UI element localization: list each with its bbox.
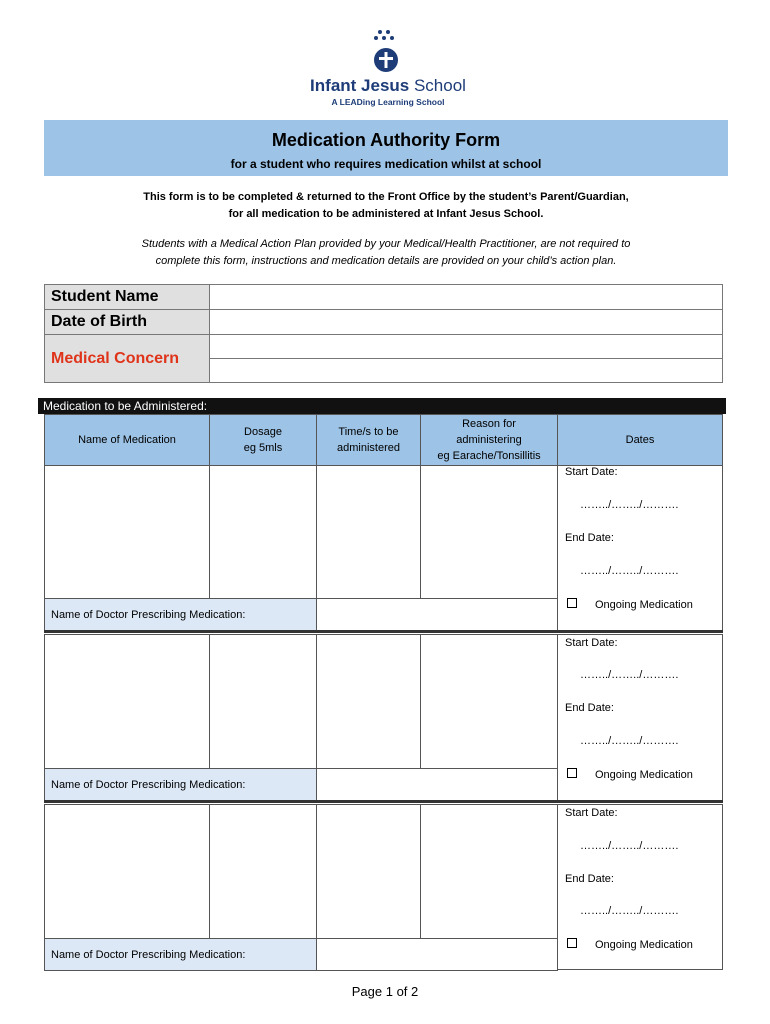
ongoing-checkbox[interactable] (567, 768, 577, 778)
ongoing-label: Ongoing Medication (595, 939, 693, 951)
times-field[interactable] (316, 634, 421, 769)
end-date-label: End Date: (565, 702, 614, 714)
reason-field[interactable] (420, 804, 558, 939)
school-logo (288, 28, 488, 108)
end-date-field[interactable]: ……../……../………. (580, 735, 679, 747)
medication-name-field[interactable] (44, 634, 210, 769)
school-name: Infant Jesus School (310, 76, 466, 95)
ongoing-checkbox[interactable] (567, 598, 577, 608)
col-header-reason: Reason for administering eg Earache/Tonsillitis (420, 414, 558, 466)
form-subtitle: for a student who requires medication whilst at school (230, 157, 542, 171)
end-date-field[interactable]: ……../……../………. (580, 905, 679, 917)
student-details-table (44, 284, 723, 383)
doctor-name-field[interactable] (316, 598, 558, 631)
medical-concern-field-1[interactable] (210, 335, 723, 359)
start-date-label: Start Date: (565, 637, 618, 649)
doctor-name-field[interactable] (316, 938, 558, 971)
dosage-field[interactable] (209, 634, 317, 769)
doctor-name-field[interactable] (316, 768, 558, 801)
col-header-times: Time/s to be administered (316, 414, 421, 466)
dob-label: Date of Birth (45, 310, 210, 335)
dosage-field[interactable] (209, 804, 317, 939)
action-plan-note: Students with a Medical Action Plan provided by your Medical/Health Practitioner, are not required to complete this form, instructions and medication details are provided on your child’s action plan. (141, 238, 631, 267)
student-name-field[interactable] (210, 285, 723, 310)
instructions: This form is to be completed & returned to the Front Office by the student’s Parent/Guardian, for all medication to be administered at Infant Jesus School. (143, 191, 629, 220)
col-header-name: Name of Medication (44, 414, 210, 466)
start-date-field[interactable]: ……../……../………. (580, 669, 679, 681)
end-date-label: End Date: (565, 873, 614, 885)
reason-field[interactable] (420, 465, 558, 599)
end-date-field[interactable]: ……../……../………. (580, 565, 679, 577)
doctor-label: Name of Doctor Prescribing Medication: (44, 938, 317, 971)
start-date-field[interactable]: ……../……../………. (580, 840, 679, 852)
times-field[interactable] (316, 804, 421, 939)
end-date-label: End Date: (565, 532, 614, 544)
medication-name-field[interactable] (44, 465, 210, 599)
ongoing-label: Ongoing Medication (595, 599, 693, 611)
col-header-dosage: Dosage eg 5mls (209, 414, 317, 466)
start-date-field[interactable]: ……../……../………. (580, 499, 679, 511)
ongoing-label: Ongoing Medication (595, 769, 693, 781)
dob-field[interactable] (210, 310, 723, 335)
start-date-label: Start Date: (565, 466, 618, 478)
title-band (44, 120, 728, 176)
reason-field[interactable] (420, 634, 558, 769)
block-divider (44, 630, 723, 633)
ongoing-checkbox[interactable] (567, 938, 577, 948)
medical-concern-label: Medical Concern (45, 335, 210, 383)
page-number: Page 1 of 2 (351, 984, 419, 999)
school-crest-icon (366, 28, 406, 80)
dosage-field[interactable] (209, 465, 317, 599)
times-field[interactable] (316, 465, 421, 599)
student-name-label: Student Name (45, 285, 210, 310)
school-tagline: A LEADing Learning School (331, 97, 445, 107)
form-title: Medication Authority Form (271, 130, 501, 150)
start-date-label: Start Date: (565, 807, 618, 819)
medication-name-field[interactable] (44, 804, 210, 939)
medication-section-header: Medication to be Administered: (38, 398, 726, 414)
medical-concern-field-2[interactable] (210, 359, 723, 383)
col-header-dates: Dates (557, 414, 723, 466)
doctor-label: Name of Doctor Prescribing Medication: (44, 598, 317, 631)
doctor-label: Name of Doctor Prescribing Medication: (44, 768, 317, 801)
block-divider (44, 800, 723, 803)
